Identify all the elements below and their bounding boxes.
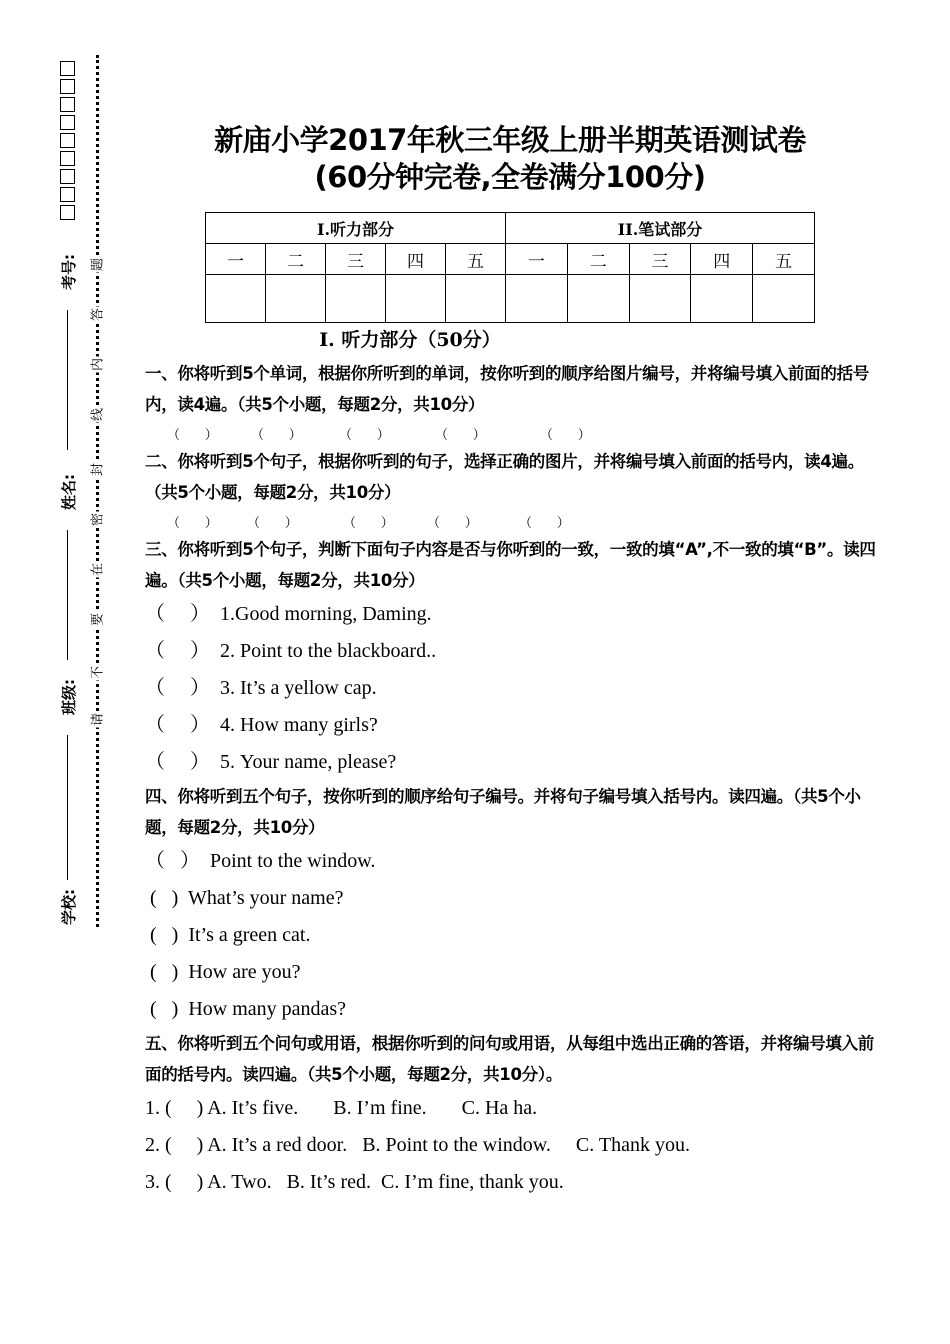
score-cell[interactable] (386, 275, 446, 323)
seal-note-char: 在 (87, 562, 106, 578)
school-label: 学校: (60, 889, 78, 925)
score-col-header: 二 (266, 244, 326, 275)
question-3-text: 三、你将听到5个句子，判断下面句子内容是否与你听到的一致，一致的填“A”,不一致的填“B”。读四遍。（共5个小题，每题2分，共10分） (145, 540, 876, 590)
score-col-header: 四 (691, 244, 753, 275)
question-5-text: 五、你将听到五个问句或用语，根据你听到的问句或用语，从每组中选出正确的答语，并将编号填入前面的括号内。读四遍。（共5个小题，每题2分，共10分）。 (145, 1034, 875, 1084)
seal-note-char: 答 (87, 307, 106, 323)
score-cell[interactable] (753, 275, 815, 323)
question-2-text: 二、你将听到5个句子，根据你听到的句子，选择正确的图片，并将编号填入前面的括号内，读4遍。（共5个小题，每题2分，共10分） (145, 452, 864, 502)
exam-number-label: 考号: (60, 254, 78, 290)
page-title (140, 122, 880, 196)
questions (145, 358, 880, 1201)
score-col-header: 五 (446, 244, 506, 275)
seal-note-char: 不 (87, 665, 106, 681)
question-1-blanks (145, 420, 880, 446)
question-5-item: 3. ( ) A. Two. B. It’s red. C. I’m fine, thank you. (145, 1171, 564, 1193)
seal-note-char: 线 (87, 407, 106, 423)
seal-note-char: 题 (87, 257, 106, 273)
score-cell[interactable] (206, 275, 266, 323)
question-4-item: ( ) How many pandas? (145, 998, 347, 1020)
title-line-2: (60分钟完卷,全卷满分100分) (314, 160, 706, 194)
seal-note-char: 密 (87, 512, 106, 528)
question-5-item: 1. ( ) A. It’s five. B. I’m fine. C. Ha ha. (145, 1097, 538, 1119)
question-2-blanks (145, 508, 880, 534)
seal-note-char: 封 (87, 462, 106, 478)
score-cell[interactable] (629, 275, 691, 323)
question-5-item: 2. ( ) A. It’s a red door. B. Point to the window. C. Thank you. (145, 1134, 690, 1156)
exam-number-line (67, 310, 68, 450)
name-line (67, 530, 68, 660)
answer-blank[interactable]: （ ） (519, 515, 570, 531)
score-cell[interactable] (326, 275, 386, 323)
answer-blank[interactable]: （ ） (435, 427, 486, 443)
score-col-header: 五 (753, 244, 815, 275)
question-1-text: 一、你将听到5个单词，根据你所听到的单词，按你听到的顺序给图片编号，并将编号填入前面的括号内，读4遍。（共5个小题，每题2分，共10分） (145, 364, 869, 414)
seal-note-char: 内 (87, 357, 106, 373)
answer-blank[interactable]: （ ） (427, 515, 478, 531)
question-4-item: ( ) It’s a green cat. (145, 924, 311, 946)
question-4-text: 四、你将听到五个句子，按你听到的顺序给句子编号。并将句子编号填入括号内。读四遍。（共5个小题，每题2分，共10分） (145, 787, 861, 837)
score-table (205, 212, 815, 323)
score-cell[interactable] (506, 275, 568, 323)
name-label: 姓名: (60, 474, 78, 510)
class-label: 班级: (60, 679, 78, 715)
title-line-1: 新庙小学2017年秋三年级上册半期英语测试卷 (214, 123, 806, 157)
question-3-item: （ ） 5. Your name, please? (145, 751, 397, 773)
score-col-header: 三 (326, 244, 386, 275)
question-4-item: （ ） Point to the window. (145, 850, 376, 872)
question-3-item: （ ） 2. Point to the blackboard.. (145, 640, 437, 662)
question-3-item: （ ） 3. It’s a yellow cap. (145, 677, 377, 699)
score-cell[interactable] (266, 275, 326, 323)
question-4-item: ( ) What’s your name? (145, 887, 344, 909)
score-cell[interactable] (691, 275, 753, 323)
answer-blank[interactable]: （ ） (540, 427, 591, 443)
question-3-item: （ ） 1.Good morning, Daming. (145, 603, 432, 625)
answer-blank[interactable]: （ ） (339, 427, 390, 443)
score-col-header: 一 (506, 244, 568, 275)
writing-part-header: II.笔试部分 (506, 213, 815, 244)
exam-number-boxes (60, 61, 78, 220)
answer-blank[interactable]: （ ） (167, 515, 218, 531)
score-col-header: 三 (629, 244, 691, 275)
question-4-item: ( ) How are you? (145, 961, 301, 983)
score-cell[interactable] (446, 275, 506, 323)
score-col-header: 二 (567, 244, 629, 275)
answer-blank[interactable]: （ ） (251, 427, 302, 443)
score-col-header: 一 (206, 244, 266, 275)
score-col-header: 四 (386, 244, 446, 275)
score-cell[interactable] (567, 275, 629, 323)
class-line (67, 735, 68, 880)
answer-blank[interactable]: （ ） (343, 515, 394, 531)
question-3-item: （ ） 4. How many girls? (145, 714, 378, 736)
section-title-listening: I. 听力部分（50分） (319, 329, 501, 351)
binding-strip (50, 55, 110, 935)
seal-note-char: 请 (87, 712, 106, 728)
answer-blank[interactable]: （ ） (167, 427, 218, 443)
listening-part-header: I.听力部分 (206, 213, 506, 244)
seal-note-char: 要 (87, 612, 106, 628)
answer-blank[interactable]: （ ） (247, 515, 298, 531)
seal-dotted-line (96, 55, 99, 927)
